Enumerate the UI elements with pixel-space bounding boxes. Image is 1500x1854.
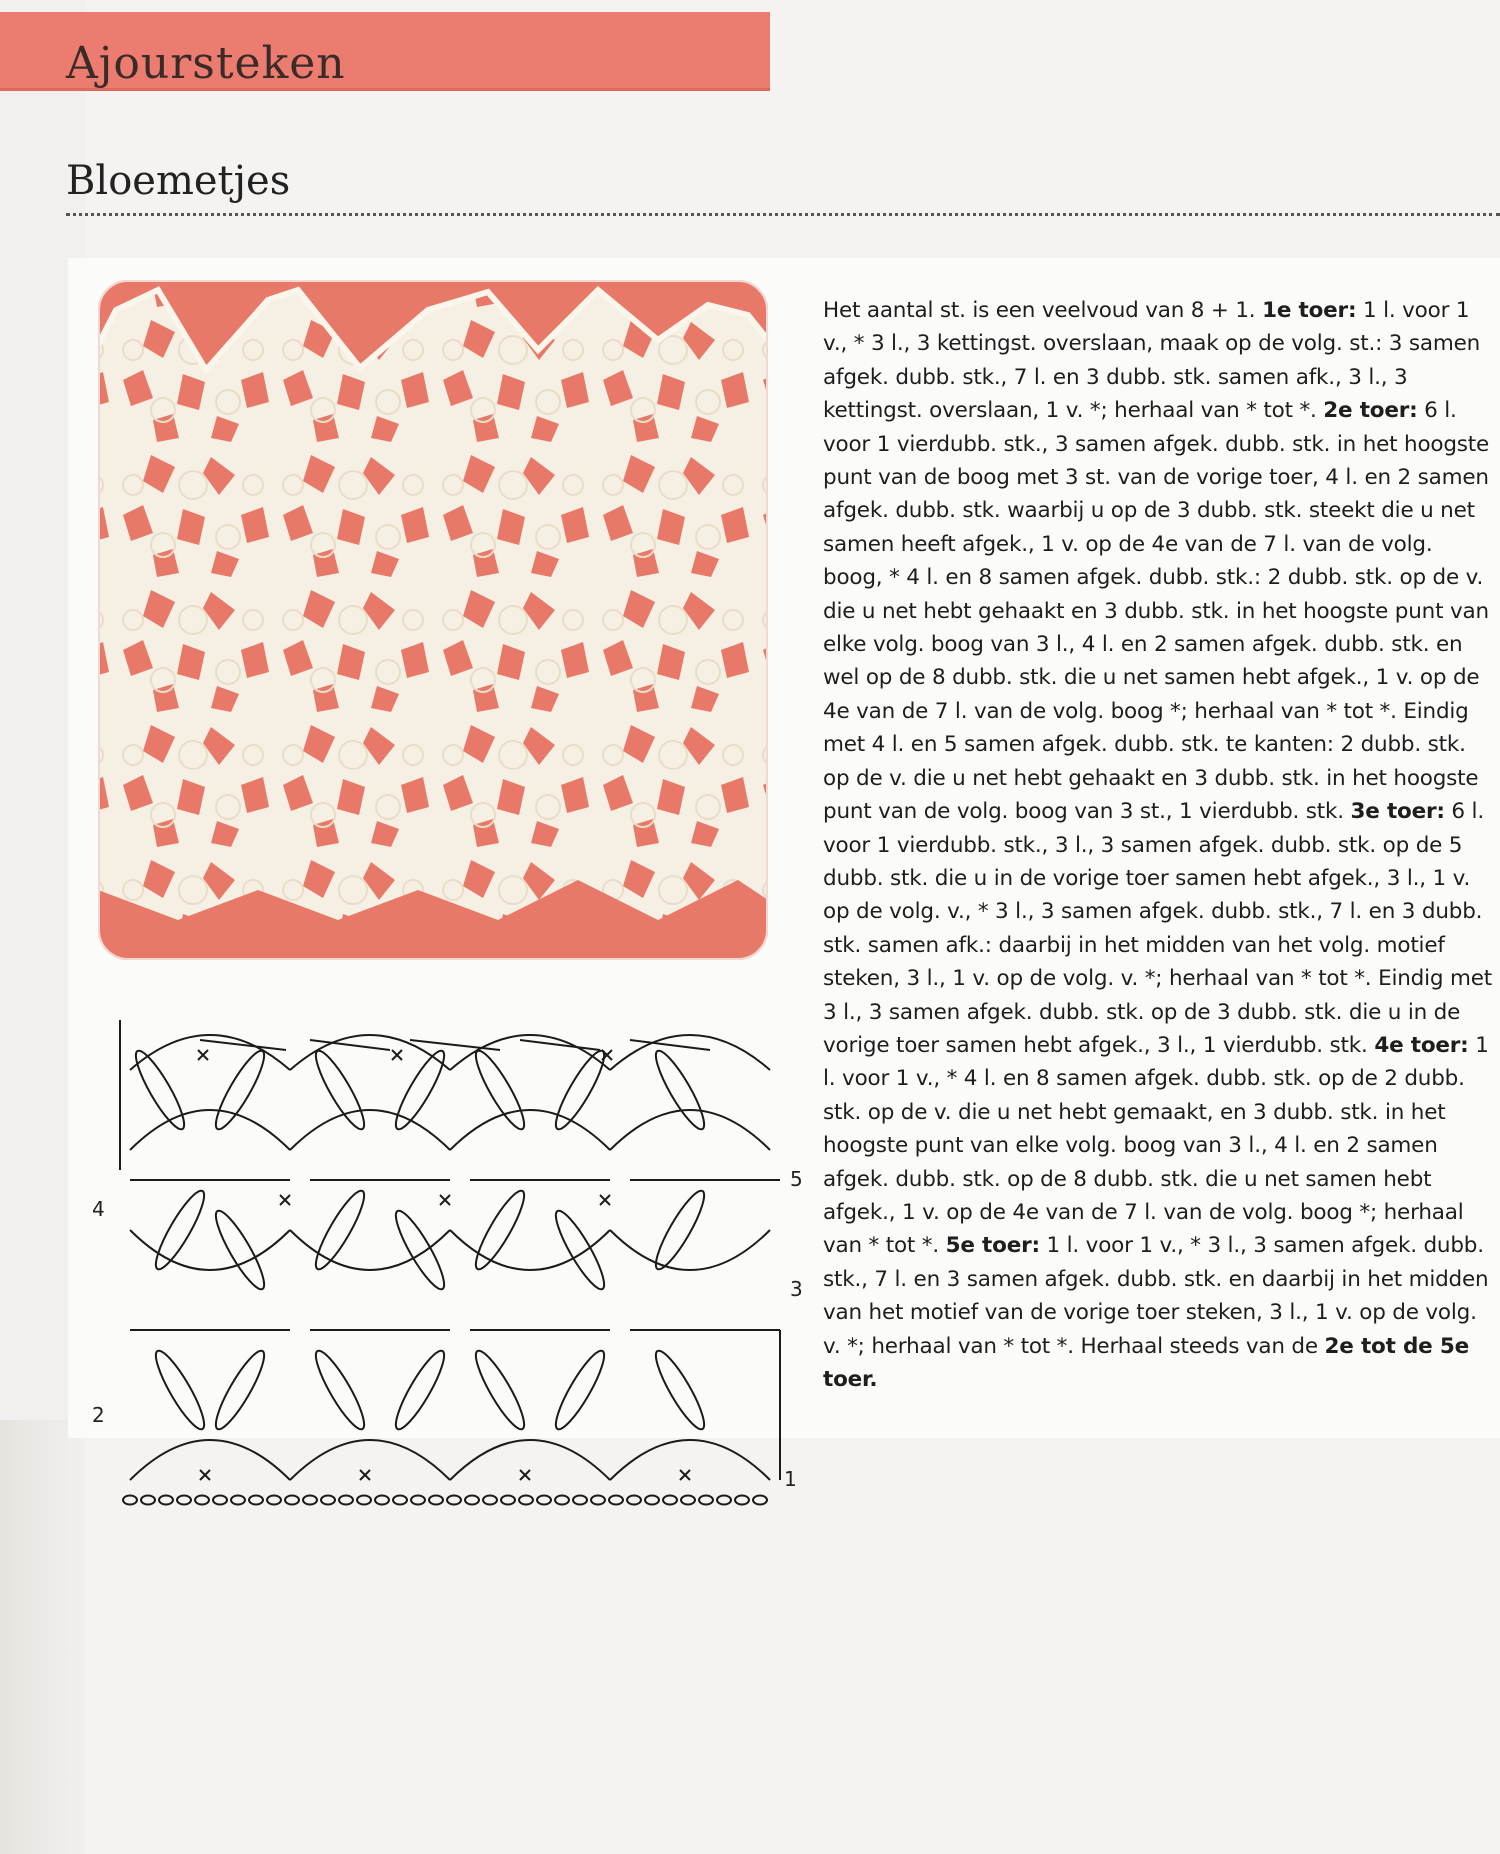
chapter-title: Ajoursteken xyxy=(66,38,346,89)
crochet-chart xyxy=(90,1010,810,1520)
instruction-text: 6 l. voor 1 vierdubb. stk., 3 l., 3 samen afgek. dubb. stk. op de 5 dubb. stk. die u in de vorige toer samen hebt afgek., 3 l., 1 v. op de volg. v., * 3 l., 3 samen afgek. dubb. stk., 7 l. en 3 dubb. stk. samen afk.: daarbij in het midden van het volg. motief steken, 3 l., 1 v. op de volg. v. *; herhaal van * tot *. Eindig met 3 l., 3 samen afgek. dubb. stk. op de 3 dubb. stk. die u in de vorige toer samen hebt afgek., 3 l., 1 vierdubb. stk. xyxy=(823,799,1492,1058)
pattern-instructions xyxy=(823,294,1495,1396)
instruction-row-heading: 2e toer: xyxy=(1323,398,1418,424)
swatch-photo xyxy=(98,280,768,960)
chart-row-label-3: 3 xyxy=(790,1277,803,1301)
title-divider xyxy=(66,213,1500,216)
chart-row-label-5: 5 xyxy=(790,1167,803,1191)
foundation-chain xyxy=(123,1496,767,1505)
section-title: Bloemetjes xyxy=(66,158,291,204)
chart-motif-upper xyxy=(120,1020,770,1170)
instruction-text: 1 l. voor 1 v., * 3 l., 3 kettingst. overslaan, maak op de volg. st.: 3 samen afgek. dubb. stk., 7 l. en 3 dubb. stk. samen afk., 3 l., 3 kettingst. overslaan, 1 v. *; herhaal van * tot *. xyxy=(823,298,1481,424)
instruction-text: 1 l. voor 1 v., * 3 l., 3 samen afgek. dubb. stk., 7 l. en 3 samen afgek. dubb. stk. en daarbij in het midden van het motief van de vorige toer steken, 3 l., 1 v. op de volg. v. *; herhaal van * tot *. Herhaal steeds van de xyxy=(823,1233,1489,1359)
chart-row-label-2: 2 xyxy=(92,1403,105,1427)
chart-motif-lower xyxy=(130,1330,780,1480)
instruction-row-heading: 2e tot de 5e toer. xyxy=(823,1333,1469,1392)
instruction-row-heading: 5e toer: xyxy=(945,1233,1040,1259)
instruction-row-heading: 3e toer: xyxy=(1350,799,1445,825)
instruction-row-heading: 1e toer: xyxy=(1262,298,1357,323)
chart-motif-middle xyxy=(130,1180,780,1294)
chart-row-label-1: 1 xyxy=(784,1467,797,1491)
instruction-row-heading: 4e toer: xyxy=(1374,1032,1469,1058)
instruction-text: 1 l. voor 1 v., * 4 l. en 8 samen afgek. dubb. stk. op de 2 dubb. stk. op de v. die u net hebt gemaakt, en 3 dubb. stk. in het hoogste punt van elke volg. boog van 3 l., 4 l. en 2 samen afgek. dubb. stk. op de 8 dubb. stk. die u net samen hebt afgek., 1 v. op de 4e van de 7 l. van de volg. boog *; herhaal van * tot *. xyxy=(823,1032,1489,1259)
page-edge-shadow xyxy=(0,1420,86,1854)
chart-row-label-4: 4 xyxy=(92,1197,105,1221)
instruction-text: Het aantal st. is een veelvoud van 8 + 1. xyxy=(823,298,1263,323)
chapter-banner xyxy=(0,12,770,91)
instruction-text: 6 l. voor 1 vierdubb. stk., 3 samen afgek. dubb. stk. in het hoogste punt van de boog met 3 st. van de vorige toer, 4 l. en 2 samen afgek. dubb. stk. waarbij u op de 3 dubb. stk. steekt die u net samen heeft afgek., 1 v. op de 4e van de 7 l. van de volg. boog, * 4 l. en 8 samen afgek. dubb. stk.: 2 dubb. stk. op de v. die u net hebt gehaakt en 3 dubb. stk. in het hoogste punt van elke volg. boog van 3 l., 4 l. en 2 samen afgek. dubb. stk. en wel op de 8 dubb. stk. die u net samen hebt afgek., 1 v. op de 4e van de 7 l. van de volg. boog *; herhaal van * tot *. Eindig met 4 l. en 5 samen afgek. dubb. stk. te kanten: 2 dubb. stk. op de v. die u net hebt gehaakt en 3 dubb. stk. in het hoogste punt van de volg. boog van 3 st., 1 vierdubb. stk. xyxy=(823,398,1490,825)
